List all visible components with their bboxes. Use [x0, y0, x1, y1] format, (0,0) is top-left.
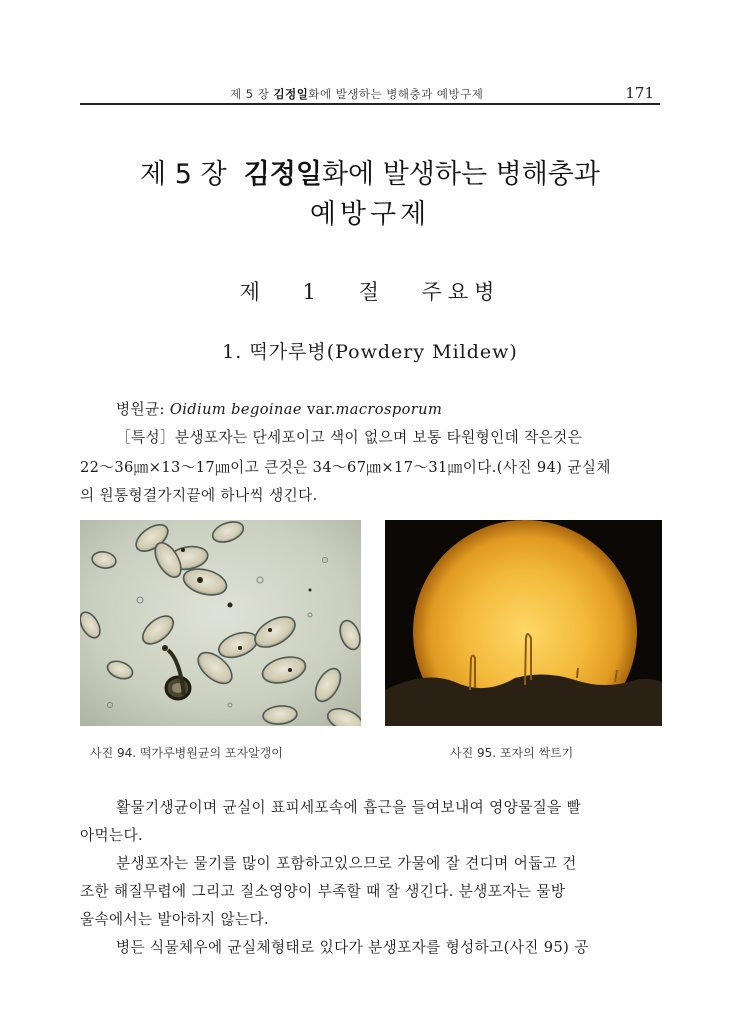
subsection-title: 1. 떡가루병(Powdery Mildew)	[222, 341, 518, 363]
pathogen-species: Oidium begoinae	[169, 401, 302, 418]
chapter-rest: 화에 발생하는 병해충과	[321, 159, 600, 190]
running-header-title	[230, 86, 483, 102]
body-line-4: 조한 해질무렵에 그리고 질소영양이 부족할 때 잘 생긴다. 분생포자는 물방	[80, 883, 566, 900]
header-rule	[80, 103, 660, 105]
header-chapter-prefix: 제 5 장	[230, 87, 270, 101]
pathogen-var-label: var.	[306, 401, 336, 418]
header-bold-name: 김정일	[273, 87, 309, 101]
pathogen-variety: macrosporum	[335, 401, 443, 418]
running-header	[80, 84, 660, 104]
body-line-3: 분생포자는 물기를 많이 포함하고있으므로 가물에 잘 견디며 어둡고 건	[116, 855, 577, 872]
feature-line-1: ［특성］분생포자는 단세포이고 색이 없으며 보통 타원형인데 작은것은	[116, 429, 583, 446]
header-rest-title: 화에 발생하는 병해충과 예방구제	[308, 87, 484, 101]
chapter-prefix: 제 5 장	[140, 159, 227, 190]
chapter-title-line1	[80, 152, 660, 191]
caption-photo-94: 사진 94. 떡가루병원균의 포자알갱이	[90, 746, 283, 760]
body-line-1: 활물기생균이며 균실이 표피세포속에 흡근을 들여보내여 영양물질을 빨	[116, 799, 582, 816]
section-title: 제 1 절 주요병	[239, 280, 501, 304]
spore-micrograph	[80, 520, 361, 726]
germination-micrograph	[385, 520, 662, 726]
body-line-6: 병든 식물체우에 균실체형태로 있다가 분생포자를 형성하고(사진 95) 공	[116, 939, 589, 956]
chapter-title-line2: 예방구제	[309, 199, 431, 230]
body-line-5: 울속에서는 발아하지 않는다.	[80, 911, 270, 928]
pathogen-label: 병원균:	[116, 401, 165, 418]
body-line-2: 아먹는다.	[80, 827, 144, 844]
chapter-bold-name: 김정일	[243, 159, 322, 190]
feature-line-3: 의 원통형결가지끝에 하나씩 생긴다.	[80, 487, 318, 504]
pathogen-line	[116, 398, 442, 419]
caption-photo-95: 사진 95. 포자의 싹트기	[450, 746, 574, 760]
feature-line-2: 22～36㎛×13～17㎛이고 큰것은 34～67㎛×17～31㎛이다.(사진 94) 균실체	[80, 459, 611, 476]
page-number: 171	[625, 84, 654, 102]
